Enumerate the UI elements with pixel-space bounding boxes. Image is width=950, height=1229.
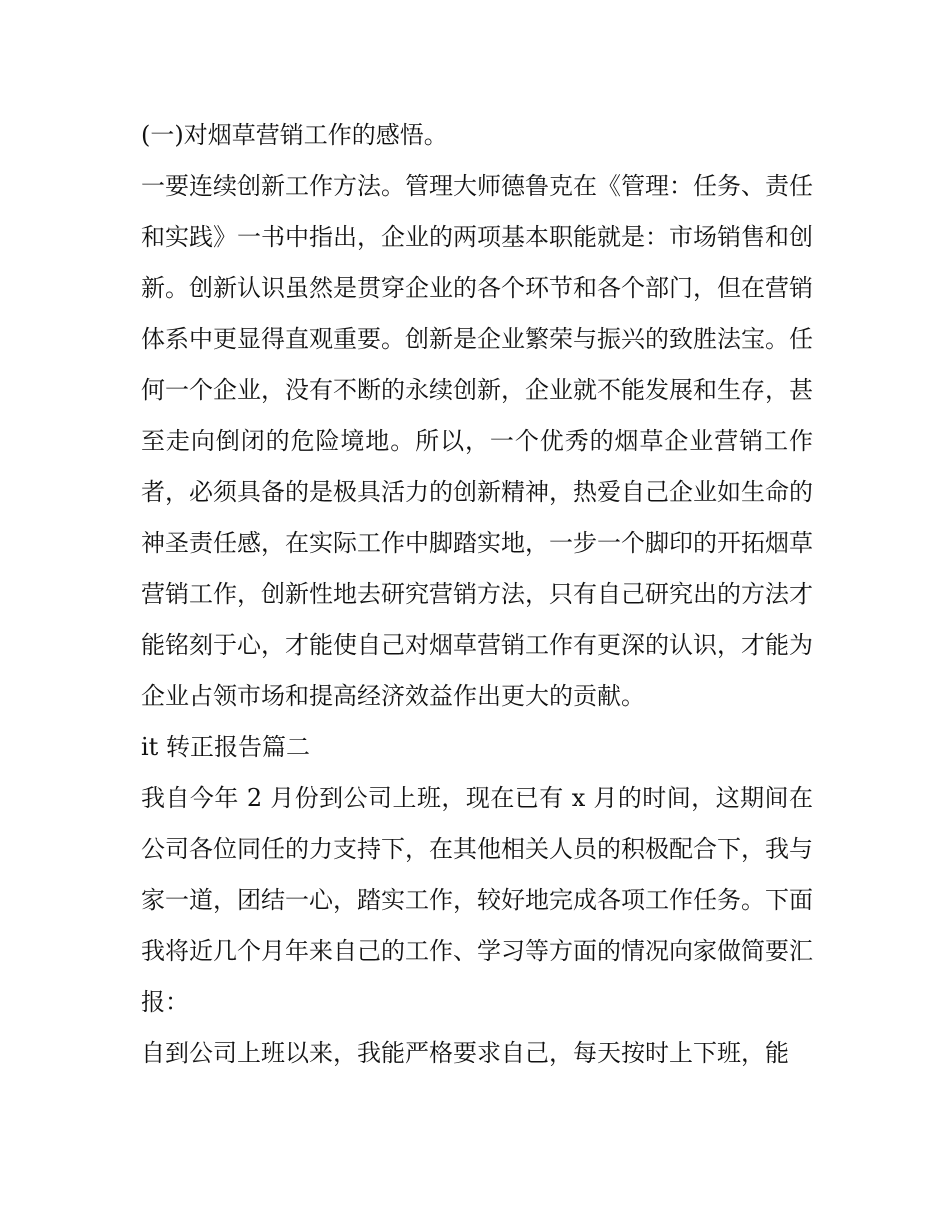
body-paragraph: 自到公司上班以来，我能严格要求自己，每天按时上下班，能 <box>141 1039 789 1067</box>
body-paragraph: 一要连续创新工作方法。管理大师德鲁克在《管理：任务、责任和实践》一书中指出，企业的两项基本职能就是：市场销售和创新。创新认识虽然是贯穿企业的各个环节和各个部门，但在营销体系中更显得直观重要。创新是企业繁荣与振兴的致胜法宝。任何一个企业，没有不断的永续创新，企业就不能发展和生存，甚至走向倒闭的危险境地。所以，一个优秀的烟草企业营销工作者，必须具备的是极具活力的创新精神，热爱自己企业如生命的神圣责任感，在实际工作中脚踏实地，一步一个脚印的开拓烟草营销工作，创新性地去研究营销方法，只有自己研究出的方法才能铭刻于心，才能使自己对烟草营销工作有更深的认识，才能为企业占领市场和提高经济效益作出更大的贡献。 <box>141 172 813 710</box>
body-paragraph: 我自今年 2 月份到公司上班，现在已有 x 月的时间，这期间在公司各位同任的力支持下，在其他相关人员的积极配合下，我与家一道，团结一心，踏实工作，较好地完成各项工作任务。下面我将近几个月年来自己的工作、学习等方面的情况向家做简要汇报： <box>141 784 813 1016</box>
document-body <box>141 110 813 1079</box>
report-title: it 转正报告篇二 <box>141 733 310 761</box>
section-heading: (一)对烟草营销工作的感悟。 <box>141 121 448 149</box>
